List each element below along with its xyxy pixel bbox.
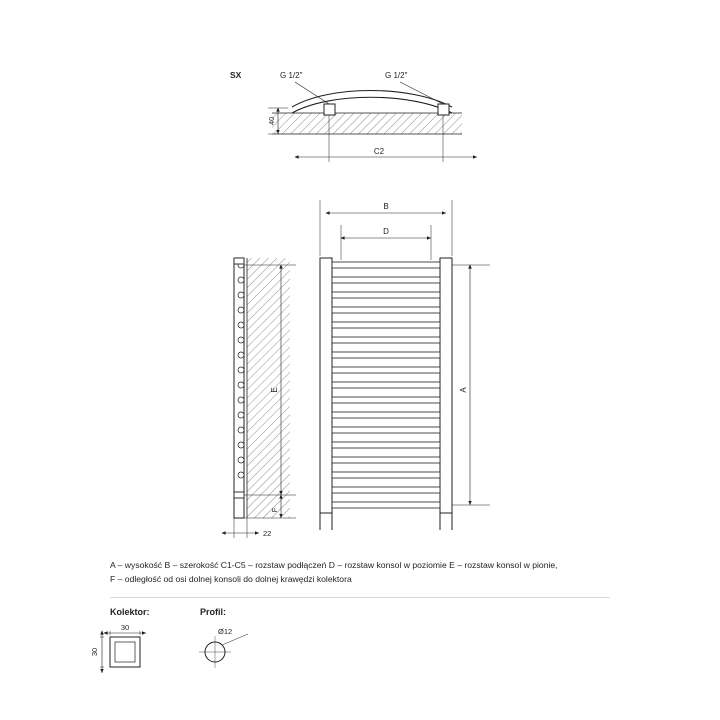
manifold-right xyxy=(440,258,452,513)
footer-details-group xyxy=(90,623,248,673)
rail xyxy=(332,397,440,403)
collector-curve-inner xyxy=(292,97,452,113)
connector-right xyxy=(438,104,449,115)
leader-left xyxy=(295,82,329,104)
tube-end xyxy=(238,397,244,403)
rail xyxy=(332,442,440,448)
rails-group xyxy=(332,262,440,508)
dim-f-text: F xyxy=(270,507,279,513)
top-view-code: SX xyxy=(230,70,242,80)
legend-block xyxy=(110,558,710,586)
dim-40-text: 40 xyxy=(267,116,276,125)
rail xyxy=(332,262,440,268)
dim-a-text: A xyxy=(459,387,468,393)
wall-hatch-side xyxy=(247,258,290,518)
top-view-group xyxy=(230,70,477,162)
collector-section-title: Kolektor: xyxy=(110,607,150,617)
tube-end xyxy=(238,457,244,463)
side-view-group xyxy=(222,258,296,538)
rail xyxy=(332,322,440,328)
dim-b-text: B xyxy=(383,202,389,211)
bracket-top xyxy=(234,258,244,264)
dim-d-text: D xyxy=(383,227,389,236)
tube-end xyxy=(238,472,244,478)
rail xyxy=(332,502,440,508)
tube-end xyxy=(238,322,244,328)
collector-inner-square xyxy=(115,642,135,662)
side-tube-ends xyxy=(238,262,244,478)
rail xyxy=(332,277,440,283)
tube-end xyxy=(238,442,244,448)
dim-c2-text: C2 xyxy=(373,147,385,156)
tube-end xyxy=(238,307,244,313)
rail xyxy=(332,292,440,298)
label-connection-left: G 1/2" xyxy=(280,71,303,80)
legend-line-2: F – odległość od osi dolnej konsoli do dolnej krawędzi kolektora xyxy=(110,574,352,584)
connector-left xyxy=(324,104,335,115)
tube-end xyxy=(238,412,244,418)
tube-end xyxy=(238,352,244,358)
tube-end xyxy=(238,427,244,433)
tube-end xyxy=(238,337,244,343)
rail xyxy=(332,337,440,343)
dim-profile-diameter-text: Ø12 xyxy=(218,627,233,636)
tube-end xyxy=(238,277,244,283)
wall-hatch-top xyxy=(272,113,462,134)
rail xyxy=(332,487,440,493)
rail xyxy=(332,457,440,463)
rail xyxy=(332,307,440,313)
footer-divider xyxy=(110,597,610,598)
dim-collector-height-text: 30 xyxy=(90,647,99,657)
rail xyxy=(332,382,440,388)
rail xyxy=(332,472,440,478)
dim-e-text: E xyxy=(270,387,279,393)
legend-line-1: A – wysokość B – szerokość C1-C5 – rozstaw podłączeń D – rozstaw konsol w poziomie E – rozstaw konsol w pionie, xyxy=(110,560,558,570)
dim-collector-width-text: 30 xyxy=(120,623,130,632)
profile-section-title: Profil: xyxy=(200,607,226,617)
front-view-group xyxy=(320,200,490,530)
rail xyxy=(332,367,440,373)
dim-22-text: 22 xyxy=(263,529,272,538)
bracket-bottom xyxy=(234,492,244,498)
manifold-left xyxy=(320,258,332,513)
tube-end xyxy=(238,382,244,388)
tube-end xyxy=(238,367,244,373)
label-connection-right: G 1/2" xyxy=(385,71,408,80)
rail xyxy=(332,427,440,433)
rail xyxy=(332,412,440,418)
tube-end xyxy=(238,292,244,298)
rail xyxy=(332,352,440,358)
